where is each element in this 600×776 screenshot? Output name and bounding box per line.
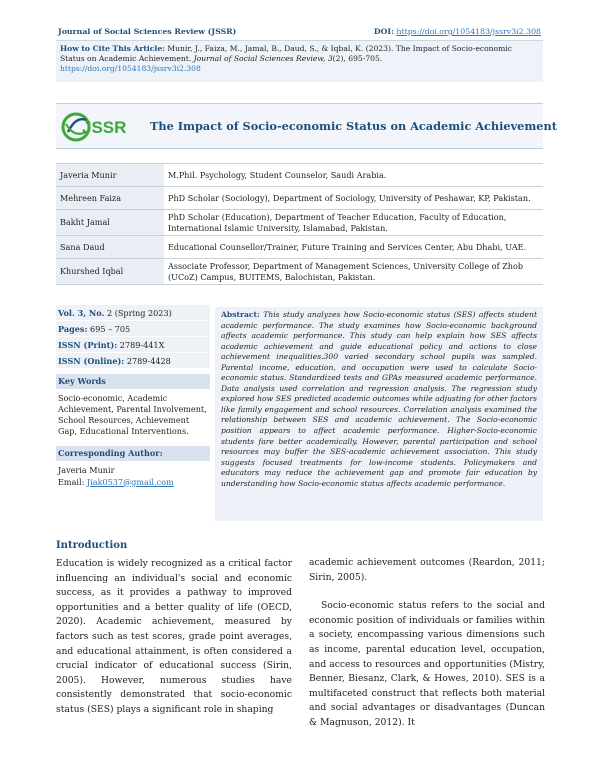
intro-right-column (309, 556, 545, 731)
citation-label: How to Cite This Article: (60, 44, 165, 53)
volume-label: Vol. 3, No. (58, 308, 105, 318)
intro-right-paragraph-2: Socio-economic status refers to the social and economic position of individuals or families within a society, encompassing various dimensions such as income, parental education level, occupation, and access to resources and opportunities (Mistry, Benner, Biesanz, Clark, & Howes, 2010). SES is a multifaceted construct that reflects both material and social advantages or disadvantages (Duncan & Magnuson, 2012). It (309, 600, 545, 728)
author-name: Mehreen Faiza (56, 187, 164, 210)
pages-value: 695 – 705 (90, 324, 131, 334)
author-table (56, 163, 543, 285)
issn-print-row (56, 337, 210, 353)
corresponding-email-row (58, 477, 208, 489)
keywords-heading: Key Words (56, 374, 210, 389)
author-row (56, 210, 543, 236)
abstract-box (215, 307, 543, 521)
citation-box (56, 40, 543, 82)
corresponding-name: Javeria Munir (58, 465, 115, 475)
issn-print-value: 2789-441X (119, 340, 165, 350)
doi-label: DOI: (373, 27, 394, 36)
issn-online-value: 2789-4428 (126, 356, 171, 366)
author-affiliation: PhD Scholar (Education), Department of Teacher Education, Faculty of Education, International Islamic University, Islamabad, Pakistan. (164, 210, 543, 236)
jssr-logo (60, 110, 136, 144)
pages-label: Pages: (58, 324, 88, 334)
author-affiliation: M.Phil. Psychology, Student Counselor, Saudi Arabia. (164, 164, 543, 187)
title-band (56, 103, 557, 149)
citation-issue: (2), 695-705. (332, 54, 383, 63)
author-affiliation: Educational Counsellor/Trainer, Future Training and Services Center, Abu Dhabi, UAE. (164, 236, 543, 259)
citation-journal: Journal of Social Sciences Review, 3 (193, 54, 333, 63)
intro-left-column: Education is widely recognized as a critical factor influencing an individual's social and economic success, as it provides a pathway to improved opportunities and a better quality of life (OECD, 2020). Academic achievement, measured by factors such as test scores, grade point averages, and educational attainment, is often considered a crucial indicator of educational success (Sirin, 2005). However, numerous studies have consistently demonstrated that socio-economic status (SES) plays a significant role in shaping (56, 558, 292, 715)
author-name: Khurshed Iqbal (56, 259, 164, 285)
logo-text: JSSR (82, 118, 127, 137)
doi (374, 27, 541, 36)
corresponding-heading: Corresponding Author: (56, 446, 210, 461)
citation-text: Munir, J., Faiza, M., Jamal, B., Daud, S., & Iqbal, K. (2023). The Impact of Socio-economic Status on Academic Achievement. (60, 44, 512, 63)
email-link[interactable]: Jiak0537@gmail.com (86, 476, 174, 487)
author-name: Sana Daud (56, 236, 164, 259)
doi-link[interactable]: https://doi.org/1054183/jssrv3i2.308 (396, 27, 541, 36)
abstract-label: Abstract: (221, 310, 260, 319)
author-row (56, 187, 543, 210)
abstract-text: This study analyzes how Socio-economic status (SES) affects student academic performance. The study examines how Socio-economic background affects academic performance. This study can help explain how SES affects academic achievement and guide educational policy and actions to close achievement inequalities.300 varied secondary school pupils was sampled. Parental income, education, and occupation were used to calculate Socio-economic status. Standardized tests and GPAs measured academic performance. Data analysis used correlation and regression analysis. The regression study explored how SES predicted academic outcomes while adjusting for other factors like family engagement and school resources. Correlation analysis examined the relationship between SES and academic achievement. The Socio-economic position appears to affect academic performance. Higher-Socio-economic students fare better academically. However, parental participation and school resources may buffer the SES-academic achievement association. This study suggests focused treatments for low-income students. Policymakers and educators may reduce the achievement gap and promote fair education by understanding how Socio-economic status affects academic performance. (221, 310, 537, 488)
journal-header (58, 25, 541, 39)
email-label: Email: (58, 476, 85, 487)
volume-row (56, 305, 210, 321)
article-meta (56, 305, 210, 492)
author-affiliation: PhD Scholar (Sociology), Department of Sociology, University of Peshawar, KP, Pakistan. (164, 187, 543, 210)
citation-link[interactable]: https://doi.org/1054183/jssrv3i2.308 (60, 64, 201, 73)
author-affiliation: Associate Professor, Department of Management Sciences, University College of Zhob (UCoZ) Campus, BUITEMS, Balochistan, Pakistan. (164, 259, 543, 285)
author-row (56, 164, 543, 187)
paper-title: The Impact of Socio-economic Status on Academic Achievement (150, 119, 557, 133)
pages-row (56, 321, 210, 337)
issn-print-label: ISSN (Print): (58, 340, 118, 350)
journal-name: Journal of Social Sciences Review (JSSR) (58, 27, 237, 36)
corresponding-author (56, 461, 210, 492)
author-name: Javeria Munir (56, 164, 164, 187)
author-name: Bakht Jamal (56, 210, 164, 236)
volume-value: 2 (Spring 2023) (106, 308, 172, 318)
issn-online-row (56, 353, 210, 369)
keywords-text: Socio-economic, Academic Achievement, Parental Involvement, School Resources, Achievement Gap, Educational Interventions. (56, 389, 210, 441)
issn-online-label: ISSN (Online): (58, 356, 125, 366)
author-row (56, 236, 543, 259)
introduction-heading: Introduction (56, 540, 128, 551)
author-row (56, 259, 543, 285)
intro-right-paragraph-1: academic achievement outcomes (Reardon, 2011; Sirin, 2005). (309, 557, 545, 583)
